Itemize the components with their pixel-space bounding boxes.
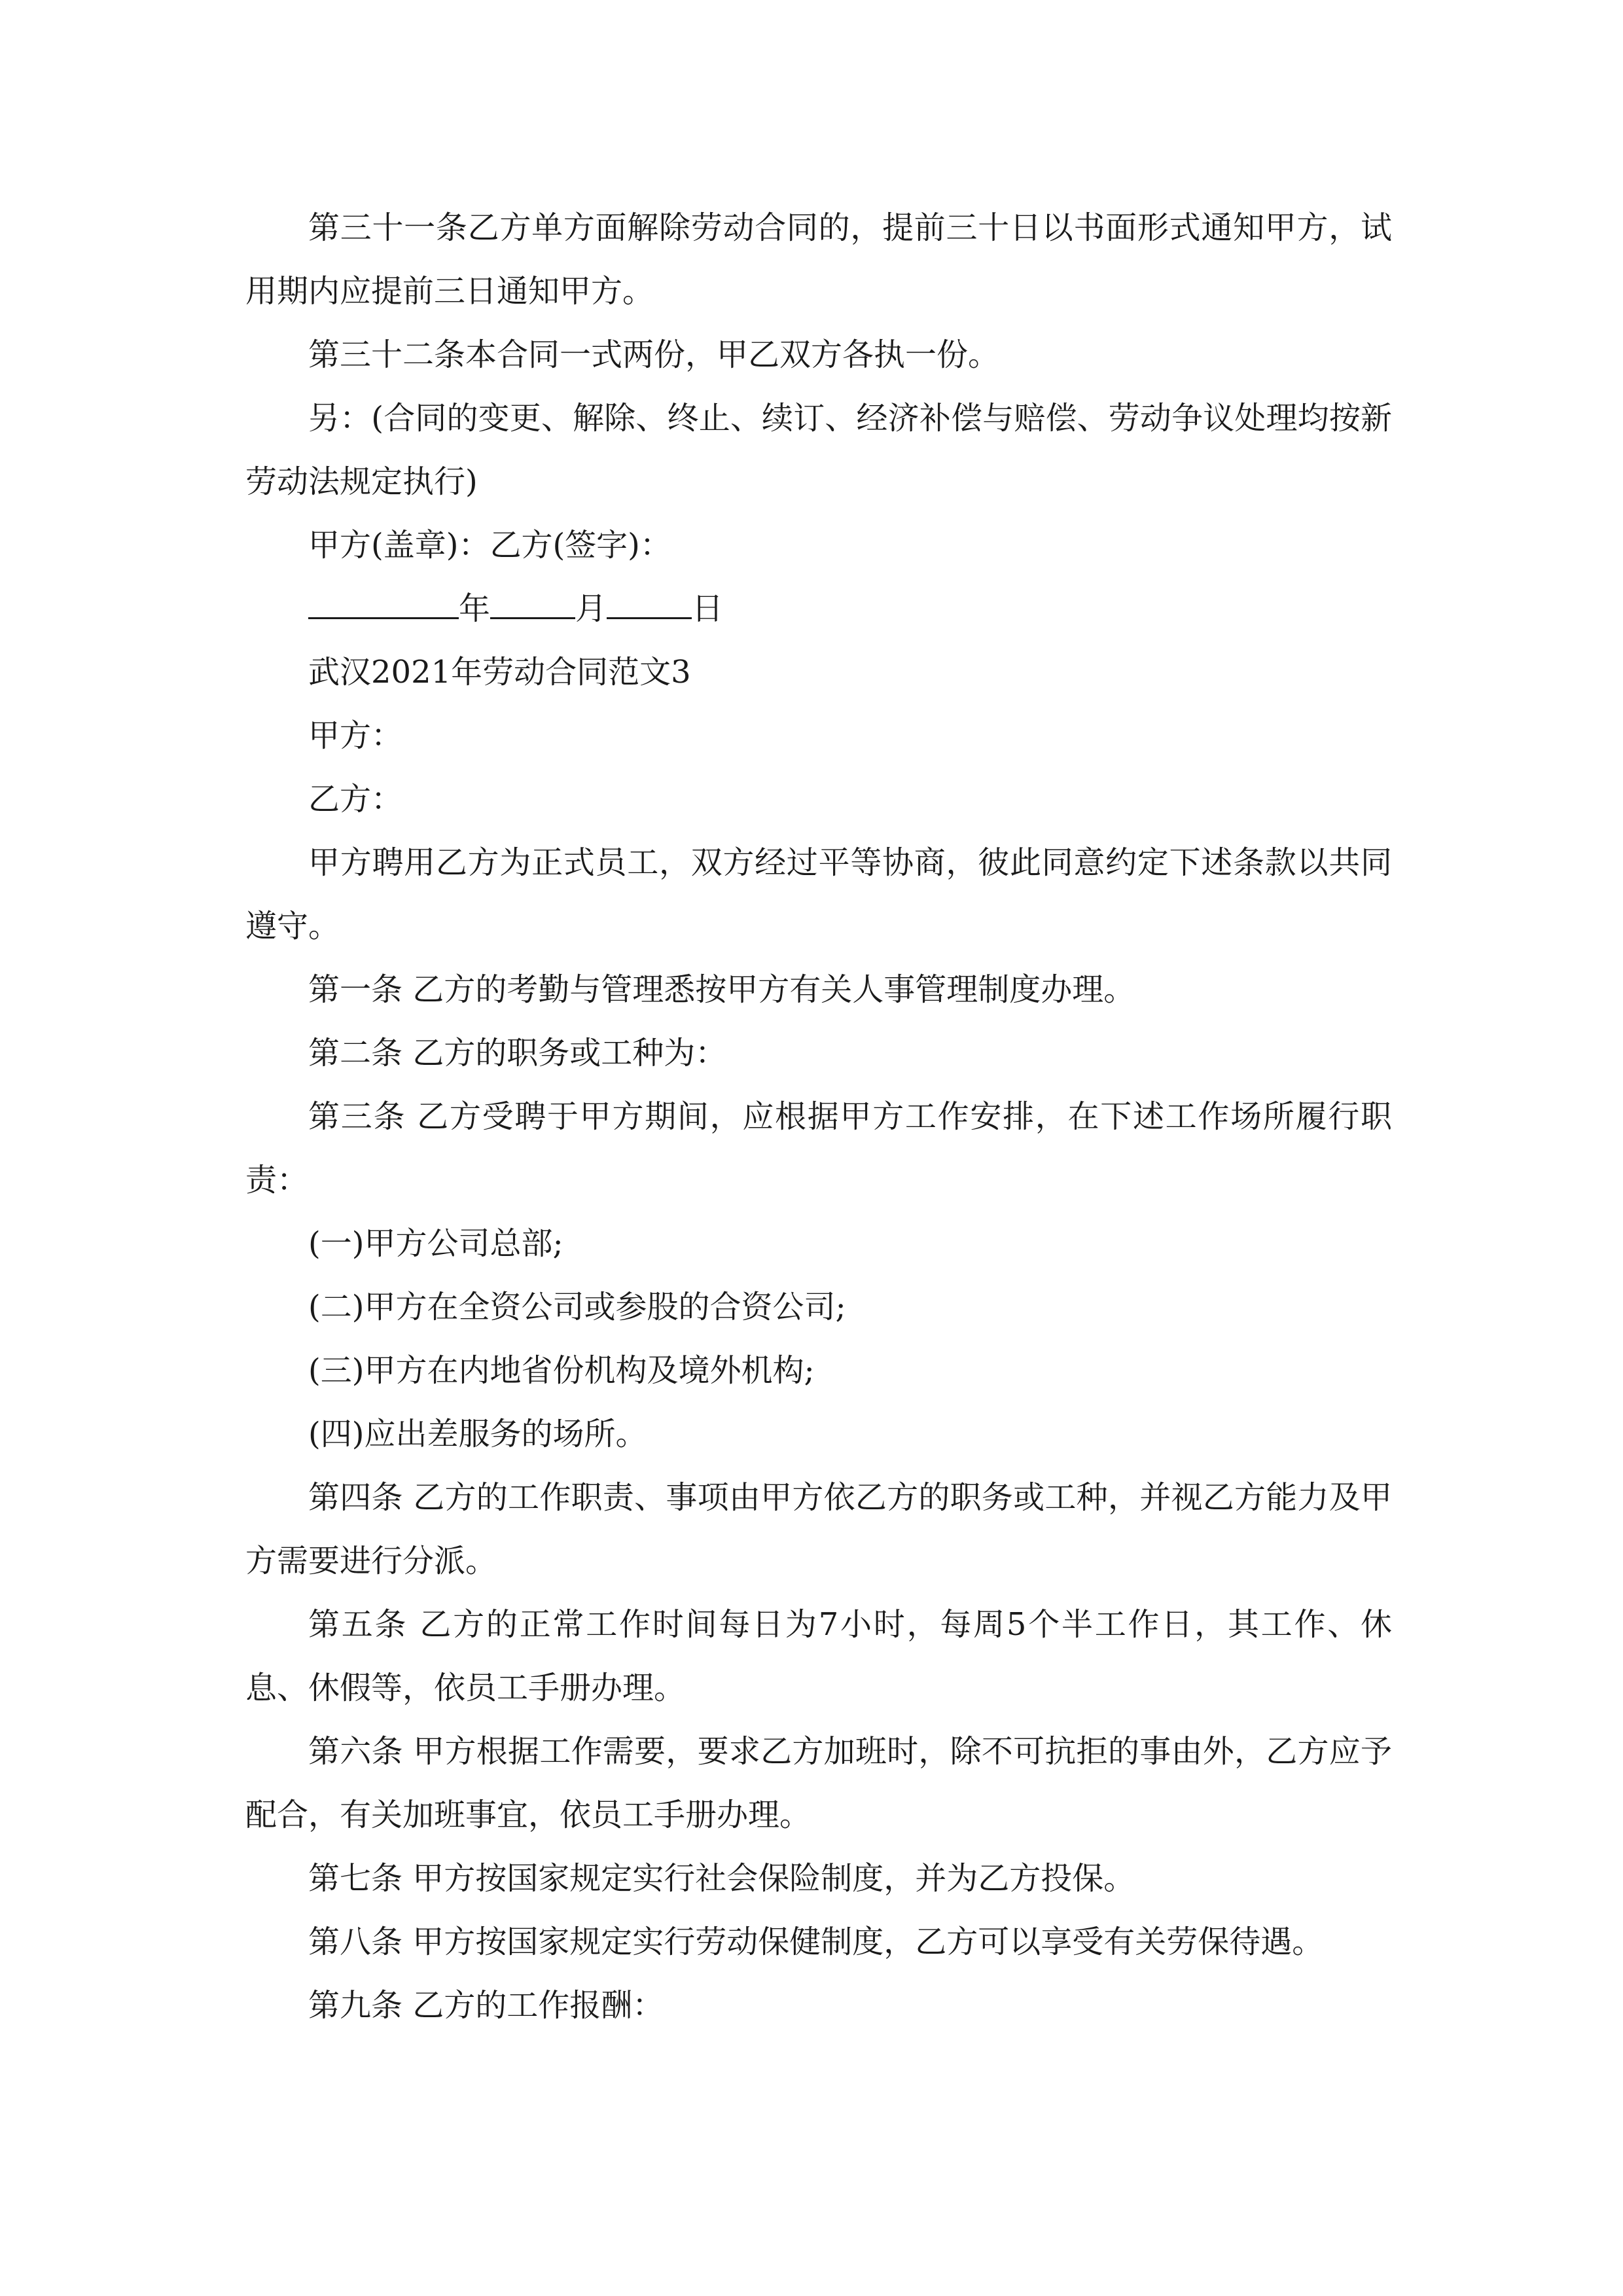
- month-label: 月: [575, 590, 607, 627]
- clause-3-item-4: (四)应出差服务的场所。: [308, 1416, 647, 1452]
- clause-8: 第八条 甲方按国家规定实行劳动保健制度，乙方可以享受有关劳保待遇。: [308, 1924, 1324, 1960]
- clause-3-item-1: (一)甲方公司总部;: [308, 1225, 563, 1262]
- year-blank: [308, 579, 459, 619]
- day-label: 日: [692, 590, 724, 627]
- clause-4: 第四条 乙方的工作职责、事项由甲方依乙方的职务或工种，并视乙方能力及甲方需要进行分派。: [245, 1479, 1392, 1579]
- note-paragraph: 另：(合同的变更、解除、终止、续订、经济补偿与赔偿、劳动争议处理均按新劳动法规定执行): [245, 400, 1392, 500]
- clause-32: 第三十二条本合同一式两份，甲乙双方各执一份。: [308, 336, 1000, 373]
- clause-31: 第三十一条乙方单方面解除劳动合同的，提前三十日以书面形式通知甲方，试用期内应提前三日通知甲方。: [245, 209, 1392, 310]
- section-title: 武汉2021年劳动合同范文3: [308, 654, 691, 691]
- month-blank: [490, 579, 575, 619]
- clause-5: 第五条 乙方的正常工作时间每日为7小时，每周5个半工作日，其工作、休息、休假等，依员工手册办理。: [245, 1606, 1392, 1706]
- clause-1: 第一条 乙方的考勤与管理悉按甲方有关人事管理制度办理。: [308, 971, 1135, 1008]
- clause-6: 第六条 甲方根据工作需要，要求乙方加班时，除不可抗拒的事由外，乙方应予配合，有关加班事宜，依员工手册办理。: [245, 1733, 1392, 1833]
- date-line: [245, 577, 1392, 641]
- day-blank: [607, 579, 692, 619]
- document-body: [245, 196, 1392, 2037]
- clause-3-item-3: (三)甲方在内地省份机构及境外机构;: [308, 1352, 815, 1389]
- party-a: 甲方：: [308, 717, 403, 754]
- clause-7: 第七条 甲方按国家规定实行社会保险制度，并为乙方投保。: [308, 1860, 1135, 1897]
- clause-3: 第三条 乙方受聘于甲方期间，应根据甲方工作安排，在下述工作场所履行职责：: [245, 1098, 1392, 1198]
- clause-2: 第二条 乙方的职务或工种为：: [308, 1035, 727, 1071]
- clause-9: 第九条 乙方的工作报酬：: [308, 1987, 664, 2024]
- signature-line: 甲方(盖章)：乙方(签字)：: [308, 527, 671, 564]
- party-b: 乙方：: [308, 781, 403, 817]
- year-label: 年: [459, 590, 491, 627]
- preamble: 甲方聘用乙方为正式员工，双方经过平等协商，彼此同意约定下述条款以共同遵守。: [245, 844, 1392, 944]
- clause-3-item-2: (二)甲方在全资公司或参股的合资公司;: [308, 1289, 846, 1325]
